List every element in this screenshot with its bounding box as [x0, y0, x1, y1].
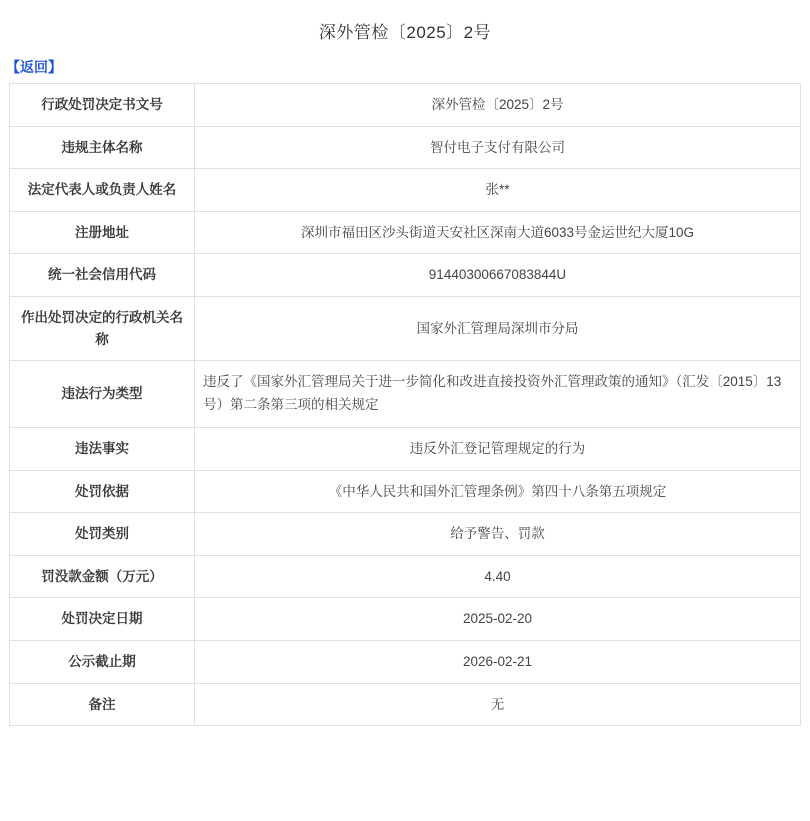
row-label: 违法事实 — [10, 428, 195, 471]
row-label: 处罚类别 — [10, 513, 195, 556]
table-row — [10, 428, 801, 471]
row-value: 给予警告、罚款 — [195, 513, 801, 556]
table-row — [10, 296, 801, 360]
back-link[interactable]: 【返回】 — [6, 59, 62, 75]
row-value: 2025-02-20 — [195, 598, 801, 641]
row-label: 罚没款金额（万元） — [10, 555, 195, 598]
row-value: 《中华人民共和国外汇管理条例》第四十八条第五项规定 — [195, 470, 801, 513]
table-row — [10, 641, 801, 684]
row-value: 违反外汇登记管理规定的行为 — [195, 428, 801, 471]
row-value: 张** — [195, 169, 801, 212]
table-row — [10, 683, 801, 726]
page-title: 深外管检〔2025〕2号 — [318, 23, 492, 42]
table-row — [10, 598, 801, 641]
row-value: 违反了《国家外汇管理局关于进一步简化和改进直接投资外汇管理政策的通知》（汇发〔2015〕13号）第二条第三项的相关规定 — [195, 361, 801, 428]
row-value: 深外管检〔2025〕2号 — [195, 84, 801, 127]
table-row — [10, 555, 801, 598]
table-row — [10, 513, 801, 556]
row-label: 违法行为类型 — [10, 361, 195, 428]
row-label: 处罚决定日期 — [10, 598, 195, 641]
row-label: 公示截止期 — [10, 641, 195, 684]
row-label: 法定代表人或负责人姓名 — [10, 169, 195, 212]
table-row — [10, 254, 801, 297]
row-label: 统一社会信用代码 — [10, 254, 195, 297]
table-row — [10, 470, 801, 513]
row-value: 智付电子支付有限公司 — [195, 126, 801, 169]
penalty-info-table — [9, 83, 801, 726]
row-label: 处罚依据 — [10, 470, 195, 513]
row-label: 违规主体名称 — [10, 126, 195, 169]
table-row — [10, 126, 801, 169]
row-value: 国家外汇管理局深圳市分局 — [195, 296, 801, 360]
back-link-row — [0, 53, 810, 83]
table-row — [10, 361, 801, 428]
row-value: 2026-02-21 — [195, 641, 801, 684]
table-row — [10, 84, 801, 127]
row-value: 无 — [195, 683, 801, 726]
row-value: 91440300667083844U — [195, 254, 801, 297]
row-label: 作出处罚决定的行政机关名称 — [10, 296, 195, 360]
table-row — [10, 211, 801, 254]
row-label: 注册地址 — [10, 211, 195, 254]
row-label: 备注 — [10, 683, 195, 726]
row-label: 行政处罚决定书文号 — [10, 84, 195, 127]
table-body — [10, 84, 801, 726]
row-value: 4.40 — [195, 555, 801, 598]
row-value: 深圳市福田区沙头街道天安社区深南大道6033号金运世纪大厦10G — [195, 211, 801, 254]
table-row — [10, 169, 801, 212]
